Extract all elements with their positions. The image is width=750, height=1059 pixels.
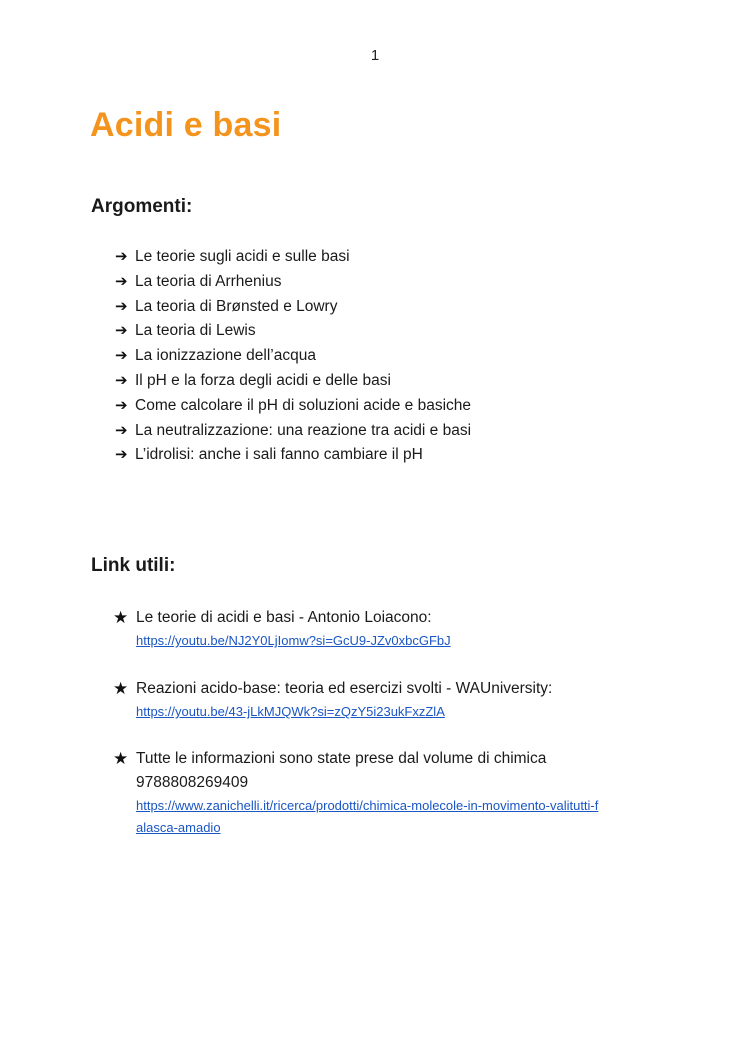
topic-item <box>115 319 471 344</box>
links-heading: Link utili: <box>91 555 176 576</box>
topics-heading: Argomenti: <box>91 196 193 217</box>
topic-label: Il pH e la forza degli acidi e delle basi <box>135 371 391 389</box>
star-bullet-icon: ★ <box>113 749 129 768</box>
page-number: 1 <box>370 47 380 64</box>
zanichelli-link[interactable] <box>136 795 693 839</box>
link-label: Le teorie di acidi e basi - Antonio Loiacono: <box>136 609 432 626</box>
arrow-bullet-icon: ➔ <box>115 248 128 265</box>
url-line: alasca-amadio <box>136 820 221 835</box>
topic-label: L’idrolisi: anche i sali fanno cambiare il pH <box>135 446 423 464</box>
topics-list <box>115 245 471 468</box>
topic-label: La ionizzazione dell’acqua <box>135 347 316 365</box>
arrow-bullet-icon: ➔ <box>115 446 128 464</box>
topic-label: La teoria di Brønsted e Lowry <box>135 297 338 315</box>
link-item <box>113 606 693 652</box>
topic-item <box>115 295 471 320</box>
arrow-bullet-icon: ➔ <box>115 421 128 439</box>
topic-label: La neutralizzazione: una reazione tra acidi e basi <box>135 421 472 439</box>
arrow-bullet-icon: ➔ <box>115 297 128 315</box>
star-bullet-icon: ★ <box>113 679 129 698</box>
link-item <box>113 747 693 839</box>
document-title: Acidi e basi <box>90 106 282 144</box>
arrow-bullet-icon: ➔ <box>115 396 128 414</box>
topic-item <box>115 443 471 468</box>
star-bullet-icon: ★ <box>113 608 129 627</box>
arrow-bullet-icon: ➔ <box>115 272 128 290</box>
topic-item <box>115 394 471 419</box>
topic-label: La teoria di Lewis <box>135 322 256 340</box>
topic-item <box>115 245 471 270</box>
link-label: Reazioni acido-base: teoria ed esercizi svolti - WAUniversity: <box>136 680 553 697</box>
topic-item <box>115 369 471 394</box>
topic-item <box>115 419 471 444</box>
youtube-link[interactable]: https://youtu.be/43-jLkMJQWk?si=zQzY5i23ukFxzZlA <box>136 704 445 719</box>
link-item <box>113 677 693 723</box>
youtube-link[interactable]: https://youtu.be/NJ2Y0LjIomw?si=GcU9-JZv0xbcGFbJ <box>136 633 451 648</box>
url-line: https://www.zanichelli.it/ricerca/prodotti/chimica-molecole-in-movimento-valitutti-f <box>136 798 599 813</box>
topic-item <box>115 270 471 295</box>
topic-label: Le teorie sugli acidi e sulle basi <box>135 248 350 265</box>
topic-label: Come calcolare il pH di soluzioni acide e basiche <box>135 396 472 414</box>
topic-item <box>115 344 471 369</box>
arrow-bullet-icon: ➔ <box>115 347 128 365</box>
link-label: Tutte le informazioni sono state prese dal volume di chimica <box>136 750 547 767</box>
isbn-number: 9788808269409 <box>136 774 249 791</box>
arrow-bullet-icon: ➔ <box>115 322 128 340</box>
arrow-bullet-icon: ➔ <box>115 371 128 389</box>
topic-label: La teoria di Arrhenius <box>135 272 282 290</box>
